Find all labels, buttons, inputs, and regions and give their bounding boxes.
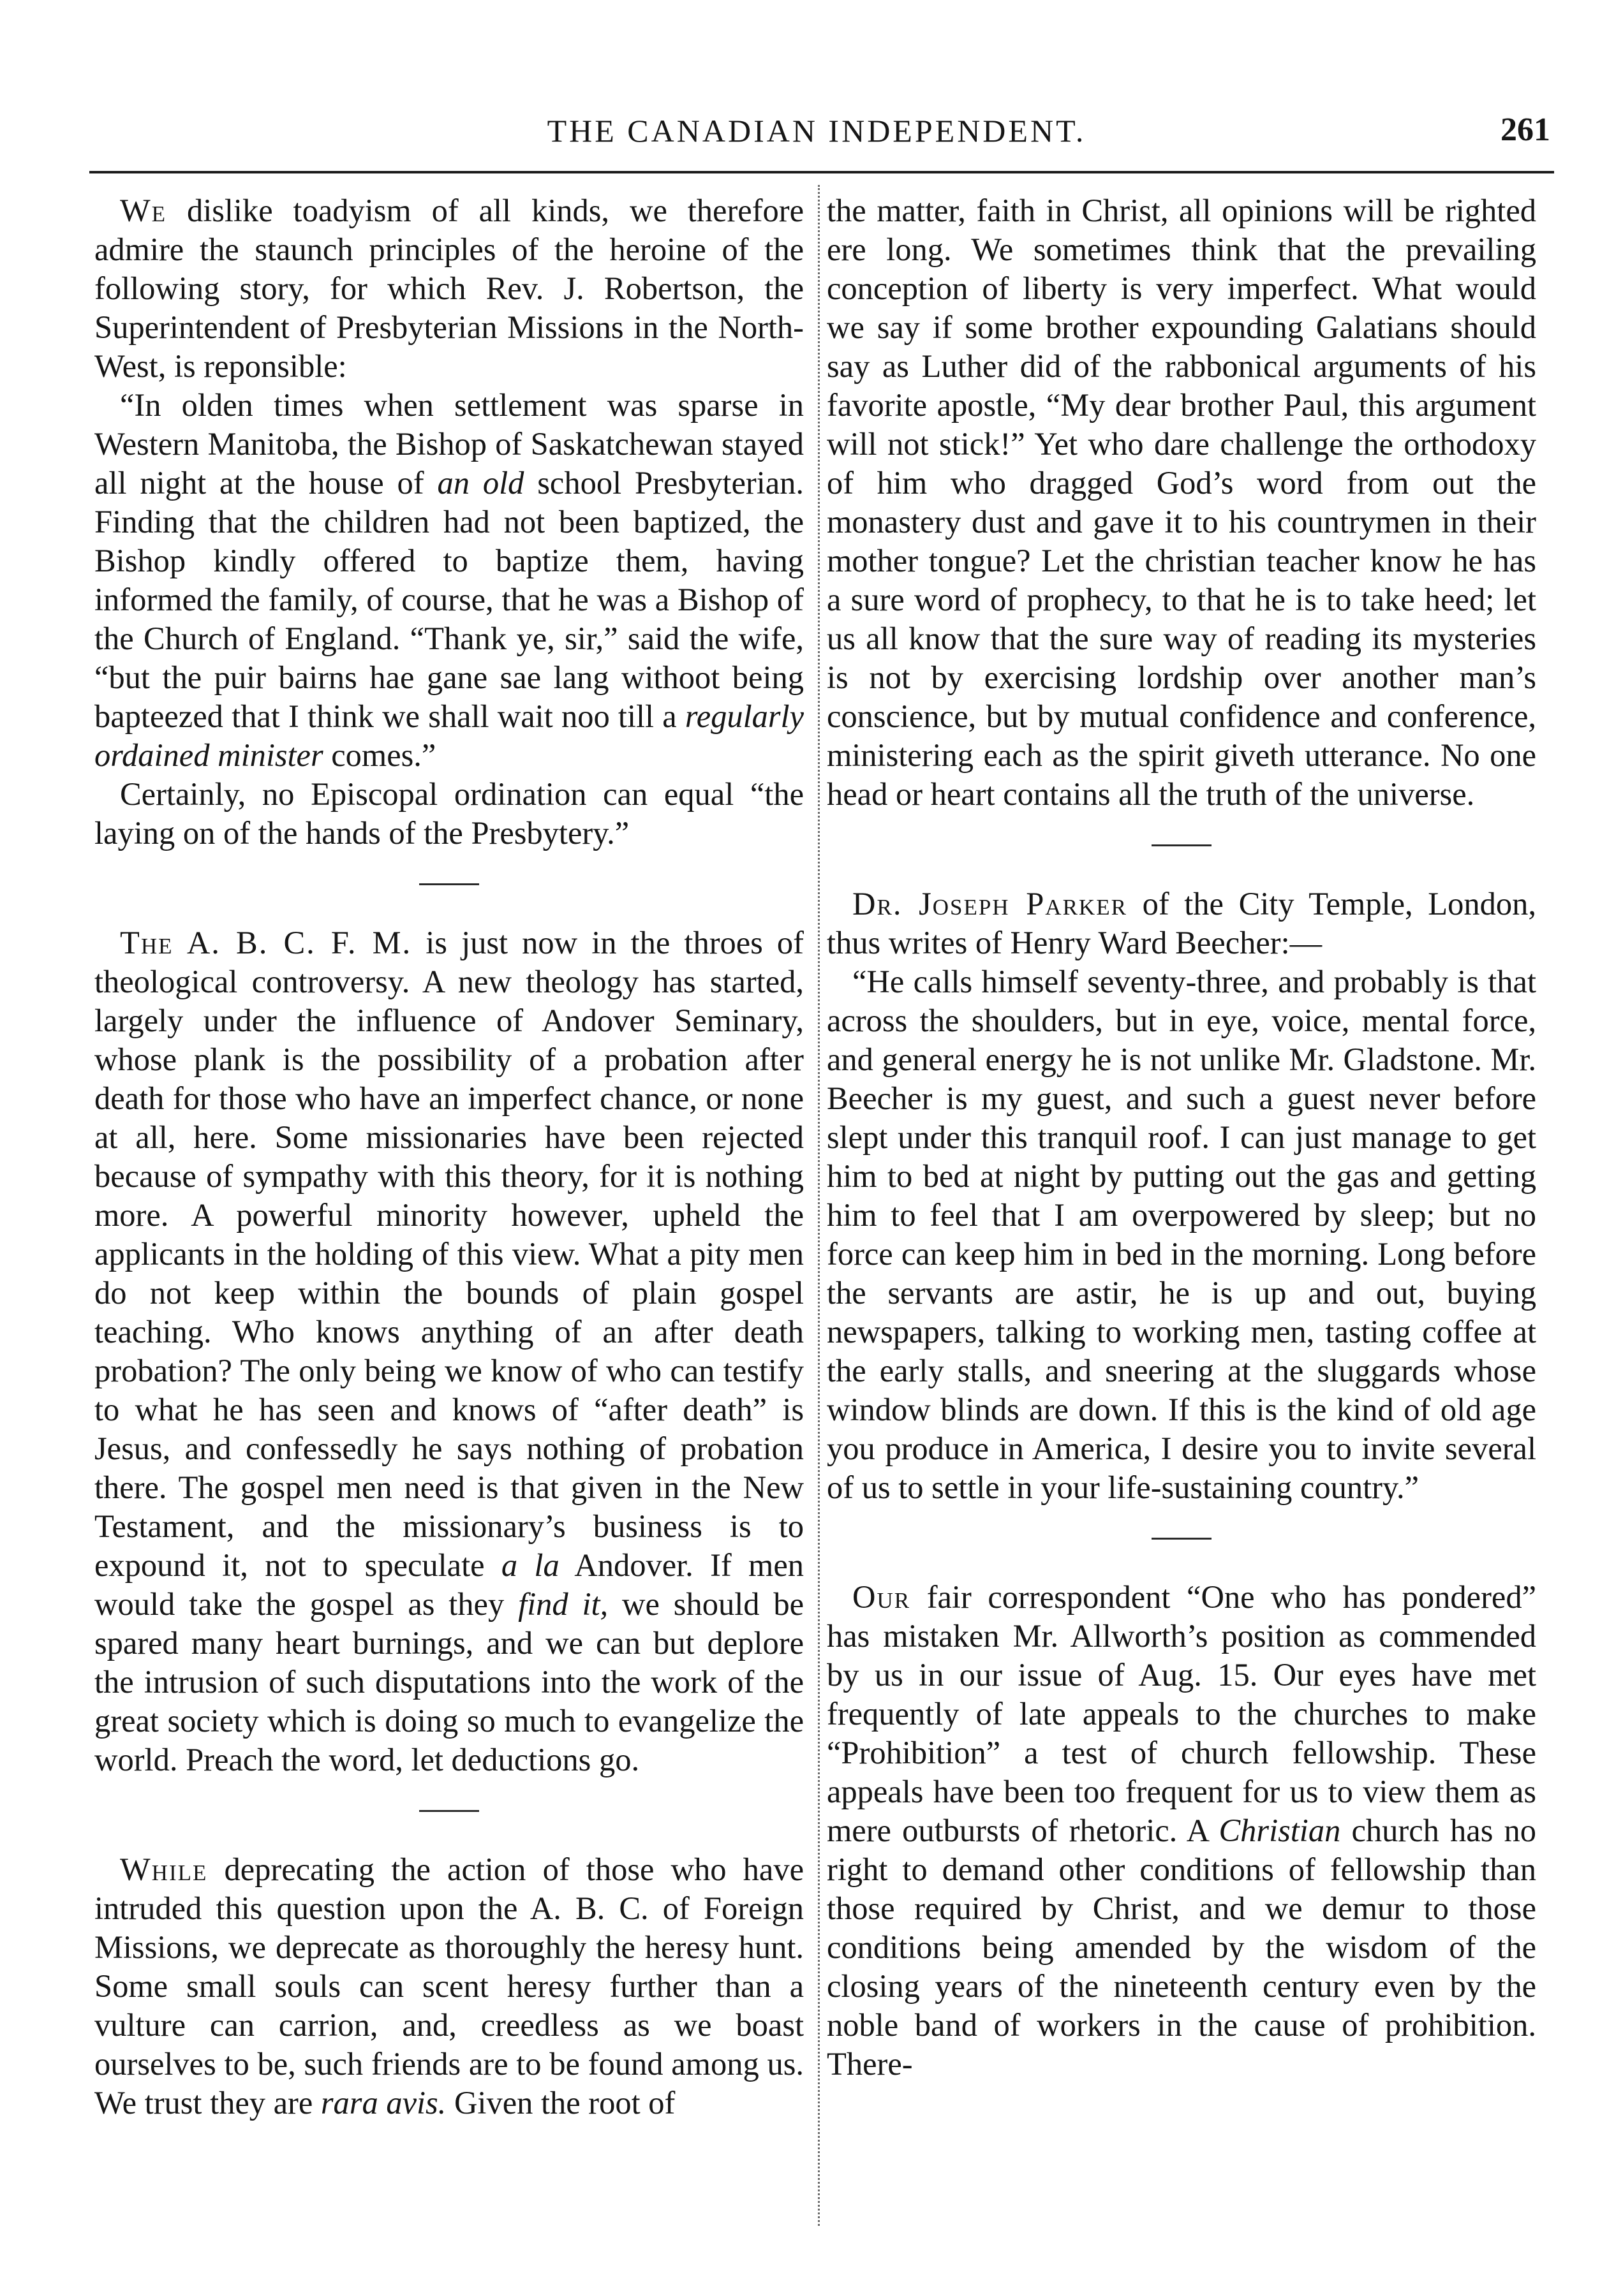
separator-rule [1152,1538,1212,1540]
paragraph: the matter, faith in Christ, all opinions will be righted ere long. We sometimes think that the prevailing conception of liberty is very imperfect. What would we say if some brother expounding Galatians should say as Luther did of the rabbonical arguments of his favorite apostle, “My dear brother Paul, this argument will not stick!” Yet who dare challenge the orthodoxy of him who dragged God’s word from out the monastery dust and gave it to his countrymen in their mother tongue? Let the christian teacher know he has a sure word of prophecy, to that he is to take heed; let us all know that the sure way of reading its mysteries is not by exercising lordship over another man’s conscience, but by mutual confidence and conference, ministering each as the spirit giveth utterance. No one head or heart contains all the truth of the universe. [827,193,1536,812]
quotation: “He calls himself seventy-three, and probably is that across the shoulders, but in eye, voice, mental force, and general energy he is not unlike Mr. Gladstone. Mr. Beecher is my guest, and such a guest never before slept under this tranquil roof. I can just manage to get him to bed at night by putting out the gas and getting him to feel that I am overpowered by sleep; but no force can keep him in bed in the morning. Long before the servants are astir, he is up and out, buying newspapers, talking to working men, tasting coffee at the early stalls, and sneering at the sluggards whose window blinds are down. If this is the kind of old age you produce in America, I desire you to invite several of us to settle in your life-sustaining country.” [827,964,1536,1505]
paragraph: Our fair correspondent “One who has pondered” has mistaken Mr. Allworth’s position as commended by us in our issue of Aug. 15. Our eyes have met frequently of late appeals to the churches to make “Prohibition” a test of church fellowship. These appeals have been too frequent for us to view them as mere outbursts of rhetoric. A Christian church has no right to demand other conditions of fellowship than those required by Christ, and we demur to those conditions being amended by the wisdom of the closing years of the nineteenth century even by the noble band of workers in the cause of prohibition. There- [827,1579,1536,2082]
article-abcfm [94,924,804,1779]
column-divider [818,185,820,2226]
quotation: “In olden times when settlement was sparse in Western Manitoba, the Bishop of Saskatchewan stayed all night at the house of an old school Presbyterian. Finding that the children had not been baptized, the Bishop kindly offered to baptize them, having informed the family, of course, that he was a Bishop of the Church of England. “Thank ye, sir,” said the wife, “but the puir bairns hae gane sae lang withoot being bapteezed that I think we shall wait noo till a regularly ordained minister comes.” [94,387,804,773]
paragraph: Dr. Joseph Parker of the City Temple, London, thus writes of Henry Ward Beecher:— [827,886,1536,960]
separator-rule [419,883,479,885]
journal-title: THE CANADIAN INDEPENDENT. [547,113,1086,149]
article-heresy-hunt [94,1850,804,2123]
article-toadyism [94,191,804,853]
page-header [83,107,1550,158]
lead-word: Our [852,1579,911,1615]
header-rule [89,171,1554,173]
separator-rule [419,1810,479,1812]
left-column [94,191,804,2219]
paragraph: Certainly, no Episcopal ordination can equal “the laying on of the hands of the Presbytery.” [94,776,804,851]
separator-rule [1152,844,1212,846]
article-heresy-hunt-continued [827,191,1536,814]
right-column [827,191,1536,2219]
page-number: 261 [1501,112,1550,148]
lead-word: Dr. Joseph Parker [852,886,1127,922]
lead-word: The A. B. C. F. M. [120,925,412,960]
paragraph: We dislike toadyism of all kinds, we therefore admire the staunch principles of the heroine of the following story, for which Rev. J. Robertson, the Superintendent of Presbyterian Missions in the North-West, is reponsible: [94,193,804,384]
paragraph: While deprecating the action of those who have intruded this question upon the A. B. C. of Foreign Missions, we deprecate as thoroughly the heresy hunt. Some small souls can scent heresy further than a vulture can carrion, and, creedless as we boast ourselves to be, such friends are to be found among us. We trust they are rara avis. Given the root of [94,1851,804,2121]
lead-word: While [120,1851,208,1887]
article-prohibition [827,1578,1536,2084]
lead-word: We [120,193,167,228]
article-joseph-parker [827,885,1536,1507]
paragraph: The A. B. C. F. M. is just now in the throes of theological controversy. A new theology has started, largely under the influence of Andover Seminary, whose plank is the possibility of a probation after death for those who have an imperfect chance, or none at all, here. Some missionaries have been rejected because of sympathy with this theory, for it is nothing more. A powerful minority however, upheld the applicants in the holding of this view. What a pity men do not keep within the bounds of plain gospel teaching. Who knows anything of an after death probation? The only being we know of who can testify to what he has seen and knows of “after death” is Jesus, and confessedly he says nothing of probation there. The gospel men need is that given in the New Testament, and the missionary’s business is to expound it, not to speculate a la Andover. If men would take the gospel as they find it, we should be spared many heart burnings, and we can but deplore the intrusion of such disputations into the work of the great society which is doing so much to evangelize the world. Preach the word, let deductions go. [94,925,804,1777]
